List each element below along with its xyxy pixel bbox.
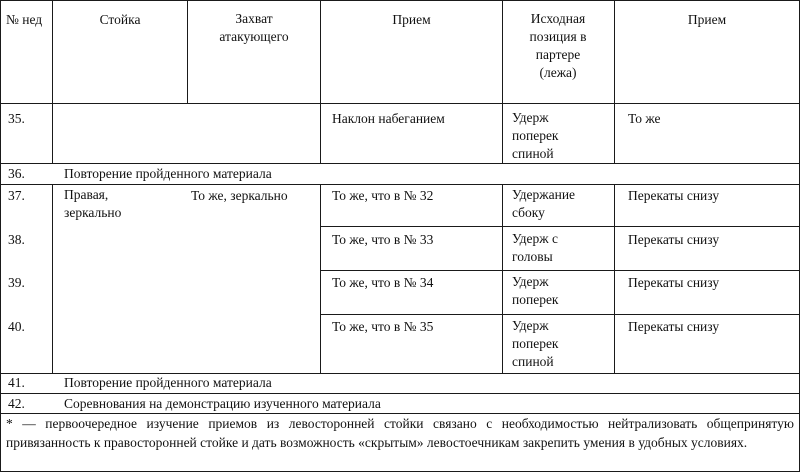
stance-cell: Правая, зеркально	[64, 187, 122, 220]
technique-cell: То же, что в № 34	[332, 275, 434, 290]
row-number: 35.	[8, 111, 25, 126]
position-cell: Удерж поперек	[512, 274, 559, 307]
table-border-top	[0, 0, 800, 1]
position-cell: Удерж поперек спиной	[512, 110, 559, 161]
row-number: 38.	[8, 232, 25, 247]
technique-cell: То же, что в № 32	[332, 188, 434, 203]
row-divider	[0, 184, 800, 185]
header-week: № нед	[6, 12, 43, 27]
header-grip: Захват атакующего	[219, 11, 289, 44]
row-number: 37.	[8, 188, 25, 203]
column-divider	[320, 184, 321, 373]
technique2-cell: Перекаты снизу	[628, 232, 720, 247]
grip-cell: То же, зеркально	[191, 188, 288, 203]
position-cell: Удержание сбоку	[512, 187, 576, 220]
header-technique: Прием	[392, 12, 431, 27]
row-number: 36.	[8, 166, 25, 181]
merged-cell: Повторение пройденного материала	[64, 166, 272, 181]
column-divider	[502, 0, 503, 163]
header-stance: Стойка	[99, 12, 141, 27]
row-divider	[320, 314, 800, 315]
footnote: * — первоочередное изучение приемов из левосторонней стойки связано с необходимостью нейтрализовать общепринятую привязанность к правосторонней стойке и дать возможность «скрытым» левостоечникам закрепить умения в удобных условиях.	[6, 416, 794, 450]
merged-cell: Повторение пройденного материала	[64, 375, 272, 390]
column-divider	[187, 0, 188, 103]
technique-cell: Наклон набеганием	[332, 111, 445, 126]
row-number: 39.	[8, 275, 25, 290]
merged-cell: Соревнования на демонстрацию изученного материала	[64, 396, 381, 411]
position-cell: Удерж поперек спиной	[512, 318, 559, 369]
row-number: 41.	[8, 375, 25, 390]
technique-cell: То же, что в № 35	[332, 319, 434, 334]
technique2-cell: Перекаты снизу	[628, 188, 720, 203]
row-divider	[320, 270, 800, 271]
column-divider	[52, 184, 53, 373]
row-divider	[320, 226, 800, 227]
position-cell: Удерж с головы	[512, 231, 558, 264]
technique2-cell: Перекаты снизу	[628, 275, 720, 290]
row-divider	[0, 103, 800, 104]
header-start-position: Исходная позиция в партере (лежа)	[529, 11, 587, 80]
header-technique-2: Прием	[687, 12, 727, 27]
technique2-cell: То же	[628, 111, 661, 126]
column-divider	[502, 184, 503, 373]
row-number: 42.	[8, 396, 25, 411]
technique-cell: То же, что в № 33	[332, 232, 434, 247]
column-divider	[614, 184, 615, 373]
table-border-left	[0, 0, 1, 472]
technique2-cell: Перекаты снизу	[628, 319, 720, 334]
row-number: 40.	[8, 319, 25, 334]
